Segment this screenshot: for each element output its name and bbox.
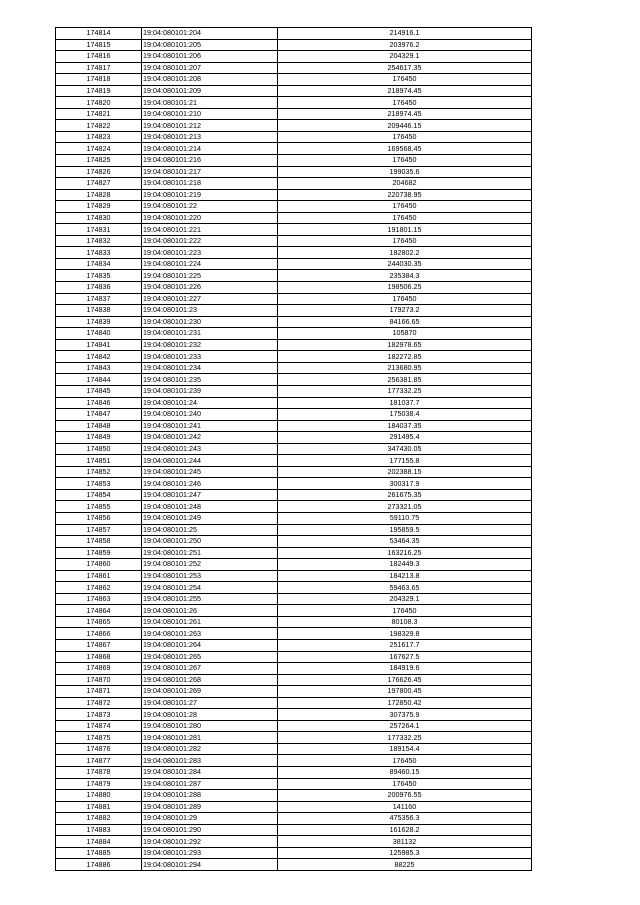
row-number-cell: 174864	[56, 605, 142, 617]
row-number-cell: 174869	[56, 663, 142, 675]
cadastral-number-cell: 19:04:080101:226	[142, 282, 278, 294]
amount-cell: 291495.4	[278, 432, 532, 444]
cadastral-number-cell: 19:04:080101:212	[142, 120, 278, 132]
cadastral-number-cell: 19:04:080101:288	[142, 790, 278, 802]
amount-cell: 203976.2	[278, 39, 532, 51]
amount-cell: 181037.7	[278, 397, 532, 409]
cadastral-number-cell: 19:04:080101:208	[142, 74, 278, 86]
table-row	[56, 836, 532, 848]
table-row	[56, 697, 532, 709]
amount-cell: 182978.65	[278, 339, 532, 351]
cadastral-number-cell: 19:04:080101:248	[142, 501, 278, 513]
amount-cell: 179273.2	[278, 305, 532, 317]
table-row	[56, 155, 532, 167]
cadastral-number-cell: 19:04:080101:207	[142, 62, 278, 74]
cadastral-number-cell: 19:04:080101:223	[142, 247, 278, 259]
cadastral-number-cell: 19:04:080101:261	[142, 616, 278, 628]
cadastral-number-cell: 19:04:080101:243	[142, 443, 278, 455]
amount-cell: 257264.1	[278, 720, 532, 732]
table-row	[56, 374, 532, 386]
cadastral-number-cell: 19:04:080101:250	[142, 536, 278, 548]
amount-cell: 204329.1	[278, 593, 532, 605]
amount-cell: 199035.6	[278, 166, 532, 178]
amount-cell: 256381.85	[278, 374, 532, 386]
amount-cell: 163216.25	[278, 547, 532, 559]
amount-cell: 214916.1	[278, 28, 532, 40]
cadastral-number-cell: 19:04:080101:204	[142, 28, 278, 40]
row-number-cell: 174866	[56, 628, 142, 640]
row-number-cell: 174815	[56, 39, 142, 51]
cadastral-number-cell: 19:04:080101:294	[142, 859, 278, 871]
table-row	[56, 489, 532, 501]
amount-cell: 198329.8	[278, 628, 532, 640]
row-number-cell: 174837	[56, 293, 142, 305]
row-number-cell: 174867	[56, 639, 142, 651]
amount-cell: 176450	[278, 97, 532, 109]
row-number-cell: 174842	[56, 351, 142, 363]
cadastral-number-cell: 19:04:080101:217	[142, 166, 278, 178]
row-number-cell: 174872	[56, 697, 142, 709]
cadastral-number-cell: 19:04:080101:29	[142, 813, 278, 825]
table-row	[56, 616, 532, 628]
cadastral-number-cell: 19:04:080101:21	[142, 97, 278, 109]
amount-cell: 176450	[278, 74, 532, 86]
amount-cell: 204682	[278, 178, 532, 190]
row-number-cell: 174838	[56, 305, 142, 317]
row-number-cell: 174851	[56, 455, 142, 467]
amount-cell: 89460.15	[278, 767, 532, 779]
cadastral-number-cell: 19:04:080101:283	[142, 755, 278, 767]
cadastral-number-cell: 19:04:080101:25	[142, 524, 278, 536]
amount-cell: 204329.1	[278, 51, 532, 63]
amount-cell: 176450	[278, 212, 532, 224]
row-number-cell: 174861	[56, 570, 142, 582]
amount-cell: 235384.3	[278, 270, 532, 282]
table-row	[56, 790, 532, 802]
row-number-cell: 174831	[56, 224, 142, 236]
table-row	[56, 362, 532, 374]
cadastral-number-cell: 19:04:080101:209	[142, 85, 278, 97]
row-number-cell: 174830	[56, 212, 142, 224]
row-number-cell: 174870	[56, 674, 142, 686]
row-number-cell: 174835	[56, 270, 142, 282]
amount-cell: 254617.35	[278, 62, 532, 74]
amount-cell: 176450	[278, 778, 532, 790]
amount-cell: 202388.15	[278, 466, 532, 478]
table-row	[56, 512, 532, 524]
cadastral-number-cell: 19:04:080101:263	[142, 628, 278, 640]
cadastral-number-cell: 19:04:080101:269	[142, 686, 278, 698]
amount-cell: 273321.05	[278, 501, 532, 513]
cadastral-number-cell: 19:04:080101:281	[142, 732, 278, 744]
row-number-cell: 174817	[56, 62, 142, 74]
amount-cell: 176450	[278, 235, 532, 247]
cadastral-number-cell: 19:04:080101:265	[142, 651, 278, 663]
cadastral-number-cell: 19:04:080101:292	[142, 836, 278, 848]
cadastral-number-cell: 19:04:080101:293	[142, 847, 278, 859]
amount-cell: 59110.75	[278, 512, 532, 524]
amount-cell: 195859.5	[278, 524, 532, 536]
amount-cell: 182802.2	[278, 247, 532, 259]
row-number-cell: 174850	[56, 443, 142, 455]
amount-cell: 218974.45	[278, 85, 532, 97]
row-number-cell: 174886	[56, 859, 142, 871]
table-row	[56, 28, 532, 40]
row-number-cell: 174847	[56, 409, 142, 421]
amount-cell: 184919.6	[278, 663, 532, 675]
cadastral-number-cell: 19:04:080101:221	[142, 224, 278, 236]
table-row	[56, 178, 532, 190]
cadastral-number-cell: 19:04:080101:222	[142, 235, 278, 247]
table-row	[56, 351, 532, 363]
table-row	[56, 224, 532, 236]
cadastral-number-cell: 19:04:080101:235	[142, 374, 278, 386]
row-number-cell: 174877	[56, 755, 142, 767]
cadastral-number-cell: 19:04:080101:280	[142, 720, 278, 732]
amount-cell: 105870	[278, 328, 532, 340]
amount-cell: 475356.3	[278, 813, 532, 825]
table-row	[56, 108, 532, 120]
amount-cell: 244030.35	[278, 258, 532, 270]
cadastral-number-cell: 19:04:080101:240	[142, 409, 278, 421]
table-row	[56, 501, 532, 513]
cadastral-number-cell: 19:04:080101:284	[142, 767, 278, 779]
amount-cell: 141160	[278, 801, 532, 813]
table-row	[56, 201, 532, 213]
amount-cell: 80108.3	[278, 616, 532, 628]
table-row	[56, 570, 532, 582]
row-number-cell: 174855	[56, 501, 142, 513]
cadastral-number-cell: 19:04:080101:242	[142, 432, 278, 444]
amount-cell: 220738.95	[278, 189, 532, 201]
row-number-cell: 174871	[56, 686, 142, 698]
table-row	[56, 651, 532, 663]
cadastral-number-cell: 19:04:080101:282	[142, 743, 278, 755]
row-number-cell: 174859	[56, 547, 142, 559]
table-row	[56, 85, 532, 97]
row-number-cell: 174814	[56, 28, 142, 40]
amount-cell: 182449.3	[278, 559, 532, 571]
row-number-cell: 174873	[56, 709, 142, 721]
table-row	[56, 536, 532, 548]
amount-cell: 84166.65	[278, 316, 532, 328]
cadastral-number-cell: 19:04:080101:253	[142, 570, 278, 582]
row-number-cell: 174824	[56, 143, 142, 155]
row-number-cell: 174822	[56, 120, 142, 132]
table-row	[56, 813, 532, 825]
table-row	[56, 674, 532, 686]
amount-cell: 125985.3	[278, 847, 532, 859]
table-body	[56, 28, 532, 871]
row-number-cell: 174826	[56, 166, 142, 178]
row-number-cell: 174880	[56, 790, 142, 802]
table-row	[56, 212, 532, 224]
cadastral-number-cell: 19:04:080101:224	[142, 258, 278, 270]
cadastral-number-cell: 19:04:080101:251	[142, 547, 278, 559]
cadastral-number-cell: 19:04:080101:234	[142, 362, 278, 374]
row-number-cell: 174853	[56, 478, 142, 490]
row-number-cell: 174841	[56, 339, 142, 351]
table-row	[56, 39, 532, 51]
amount-cell: 189154.4	[278, 743, 532, 755]
row-number-cell: 174874	[56, 720, 142, 732]
row-number-cell: 174885	[56, 847, 142, 859]
table-row	[56, 328, 532, 340]
amount-cell: 177332.25	[278, 732, 532, 744]
table-row	[56, 235, 532, 247]
cadastral-number-cell: 19:04:080101:241	[142, 420, 278, 432]
amount-cell: 176626.45	[278, 674, 532, 686]
row-number-cell: 174884	[56, 836, 142, 848]
table-row	[56, 639, 532, 651]
table-row	[56, 385, 532, 397]
table-row	[56, 397, 532, 409]
table-row	[56, 270, 532, 282]
cadastral-number-cell: 19:04:080101:252	[142, 559, 278, 571]
table-row	[56, 409, 532, 421]
row-number-cell: 174840	[56, 328, 142, 340]
table-row	[56, 732, 532, 744]
table-row	[56, 709, 532, 721]
row-number-cell: 174883	[56, 824, 142, 836]
row-number-cell: 174825	[56, 155, 142, 167]
cadastral-number-cell: 19:04:080101:246	[142, 478, 278, 490]
table-row	[56, 778, 532, 790]
row-number-cell: 174863	[56, 593, 142, 605]
row-number-cell: 174854	[56, 489, 142, 501]
table-row	[56, 293, 532, 305]
amount-cell: 347430.05	[278, 443, 532, 455]
row-number-cell: 174839	[56, 316, 142, 328]
amount-cell: 251617.7	[278, 639, 532, 651]
amount-cell: 197800.45	[278, 686, 532, 698]
table-row	[56, 847, 532, 859]
amount-cell: 184037.35	[278, 420, 532, 432]
table-row	[56, 247, 532, 259]
cadastral-number-cell: 19:04:080101:264	[142, 639, 278, 651]
amount-cell: 176450	[278, 155, 532, 167]
row-number-cell: 174862	[56, 582, 142, 594]
cadastral-number-cell: 19:04:080101:230	[142, 316, 278, 328]
row-number-cell: 174827	[56, 178, 142, 190]
amount-cell: 184213.8	[278, 570, 532, 582]
cadastral-number-cell: 19:04:080101:22	[142, 201, 278, 213]
cadastral-number-cell: 19:04:080101:28	[142, 709, 278, 721]
row-number-cell: 174821	[56, 108, 142, 120]
table-row	[56, 824, 532, 836]
row-number-cell: 174865	[56, 616, 142, 628]
row-number-cell: 174857	[56, 524, 142, 536]
cadastral-number-cell: 19:04:080101:255	[142, 593, 278, 605]
cadastral-number-cell: 19:04:080101:244	[142, 455, 278, 467]
amount-cell: 176450	[278, 293, 532, 305]
table-row	[56, 443, 532, 455]
table-row	[56, 282, 532, 294]
amount-cell: 172850.42	[278, 697, 532, 709]
table-row	[56, 120, 532, 132]
cadastral-number-cell: 19:04:080101:227	[142, 293, 278, 305]
cadastral-number-cell: 19:04:080101:249	[142, 512, 278, 524]
cadastral-number-cell: 19:04:080101:210	[142, 108, 278, 120]
row-number-cell: 174833	[56, 247, 142, 259]
cadastral-number-cell: 19:04:080101:245	[142, 466, 278, 478]
table-row	[56, 628, 532, 640]
amount-cell: 53464.35	[278, 536, 532, 548]
table-row	[56, 524, 532, 536]
table-row	[56, 189, 532, 201]
amount-cell: 200976.55	[278, 790, 532, 802]
amount-cell: 175038.4	[278, 409, 532, 421]
table-row	[56, 755, 532, 767]
table-row	[56, 166, 532, 178]
table-row	[56, 62, 532, 74]
cadastral-number-cell: 19:04:080101:247	[142, 489, 278, 501]
row-number-cell: 174848	[56, 420, 142, 432]
cadastral-number-cell: 19:04:080101:219	[142, 189, 278, 201]
row-number-cell: 174856	[56, 512, 142, 524]
table-row	[56, 801, 532, 813]
row-number-cell: 174823	[56, 131, 142, 143]
document-page	[55, 27, 531, 871]
row-number-cell: 174819	[56, 85, 142, 97]
row-number-cell: 174852	[56, 466, 142, 478]
amount-cell: 182272.85	[278, 351, 532, 363]
row-number-cell: 174849	[56, 432, 142, 444]
row-number-cell: 174846	[56, 397, 142, 409]
row-number-cell: 174878	[56, 767, 142, 779]
table-row	[56, 339, 532, 351]
table-row	[56, 593, 532, 605]
cadastral-number-cell: 19:04:080101:225	[142, 270, 278, 282]
row-number-cell: 174829	[56, 201, 142, 213]
row-number-cell: 174832	[56, 235, 142, 247]
row-number-cell: 174875	[56, 732, 142, 744]
amount-cell: 59463.65	[278, 582, 532, 594]
table-row	[56, 455, 532, 467]
table-row	[56, 720, 532, 732]
cadastral-number-cell: 19:04:080101:205	[142, 39, 278, 51]
cadastral-number-cell: 19:04:080101:232	[142, 339, 278, 351]
cadastral-number-cell: 19:04:080101:220	[142, 212, 278, 224]
table-row	[56, 316, 532, 328]
row-number-cell: 174820	[56, 97, 142, 109]
row-number-cell: 174844	[56, 374, 142, 386]
cadastral-number-cell: 19:04:080101:213	[142, 131, 278, 143]
table-row	[56, 605, 532, 617]
cadastral-number-cell: 19:04:080101:214	[142, 143, 278, 155]
row-number-cell: 174881	[56, 801, 142, 813]
row-number-cell: 174834	[56, 258, 142, 270]
cadastral-number-cell: 19:04:080101:268	[142, 674, 278, 686]
table-row	[56, 547, 532, 559]
data-table	[55, 27, 532, 871]
cadastral-number-cell: 19:04:080101:206	[142, 51, 278, 63]
amount-cell: 191801.15	[278, 224, 532, 236]
amount-cell: 198506.25	[278, 282, 532, 294]
amount-cell: 381132	[278, 836, 532, 848]
row-number-cell: 174843	[56, 362, 142, 374]
table-row	[56, 51, 532, 63]
amount-cell: 261675.35	[278, 489, 532, 501]
row-number-cell: 174879	[56, 778, 142, 790]
cadastral-number-cell: 19:04:080101:267	[142, 663, 278, 675]
table-row	[56, 258, 532, 270]
table-row	[56, 97, 532, 109]
row-number-cell: 174828	[56, 189, 142, 201]
table-row	[56, 478, 532, 490]
table-row	[56, 582, 532, 594]
cadastral-number-cell: 19:04:080101:218	[142, 178, 278, 190]
table-row	[56, 559, 532, 571]
cadastral-number-cell: 19:04:080101:26	[142, 605, 278, 617]
amount-cell: 176450	[278, 605, 532, 617]
cadastral-number-cell: 19:04:080101:233	[142, 351, 278, 363]
row-number-cell: 174882	[56, 813, 142, 825]
row-number-cell: 174818	[56, 74, 142, 86]
amount-cell: 177332.25	[278, 385, 532, 397]
cadastral-number-cell: 19:04:080101:216	[142, 155, 278, 167]
row-number-cell: 174836	[56, 282, 142, 294]
amount-cell: 213680.95	[278, 362, 532, 374]
amount-cell: 169568.45	[278, 143, 532, 155]
cadastral-number-cell: 19:04:080101:239	[142, 385, 278, 397]
table-row	[56, 143, 532, 155]
amount-cell: 176450	[278, 755, 532, 767]
row-number-cell: 174858	[56, 536, 142, 548]
amount-cell: 307375.9	[278, 709, 532, 721]
amount-cell: 167627.5	[278, 651, 532, 663]
table-row	[56, 767, 532, 779]
row-number-cell: 174860	[56, 559, 142, 571]
amount-cell: 300317.9	[278, 478, 532, 490]
row-number-cell: 174868	[56, 651, 142, 663]
table-row	[56, 74, 532, 86]
table-row	[56, 743, 532, 755]
amount-cell: 176450	[278, 201, 532, 213]
amount-cell: 209446.15	[278, 120, 532, 132]
cadastral-number-cell: 19:04:080101:231	[142, 328, 278, 340]
cadastral-number-cell: 19:04:080101:27	[142, 697, 278, 709]
table-row	[56, 305, 532, 317]
cadastral-number-cell: 19:04:080101:23	[142, 305, 278, 317]
cadastral-number-cell: 19:04:080101:289	[142, 801, 278, 813]
table-row	[56, 432, 532, 444]
amount-cell: 177155.8	[278, 455, 532, 467]
amount-cell: 176450	[278, 131, 532, 143]
row-number-cell: 174845	[56, 385, 142, 397]
cadastral-number-cell: 19:04:080101:254	[142, 582, 278, 594]
cadastral-number-cell: 19:04:080101:287	[142, 778, 278, 790]
cadastral-number-cell: 19:04:080101:290	[142, 824, 278, 836]
table-row	[56, 420, 532, 432]
row-number-cell: 174876	[56, 743, 142, 755]
amount-cell: 218974.45	[278, 108, 532, 120]
table-row	[56, 466, 532, 478]
table-row	[56, 859, 532, 871]
cadastral-number-cell: 19:04:080101:24	[142, 397, 278, 409]
table-row	[56, 686, 532, 698]
table-row	[56, 663, 532, 675]
amount-cell: 88225	[278, 859, 532, 871]
table-row	[56, 131, 532, 143]
row-number-cell: 174816	[56, 51, 142, 63]
amount-cell: 161628.2	[278, 824, 532, 836]
